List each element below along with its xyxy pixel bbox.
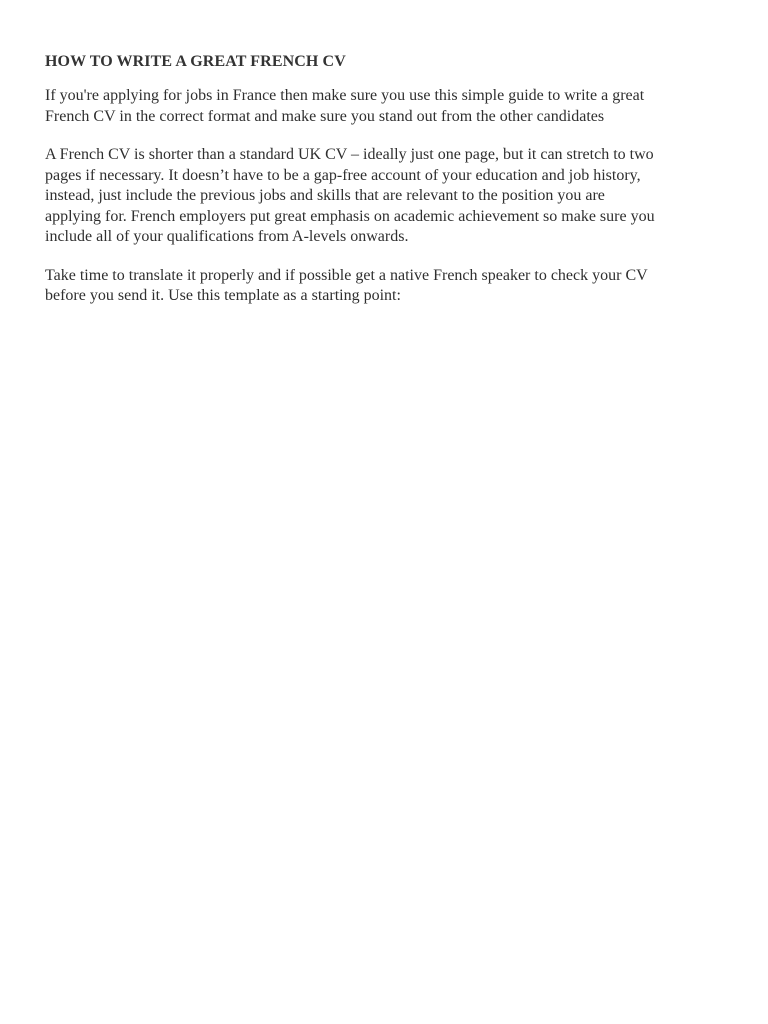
text-line: If you're applying for jobs in France then make sure you use this simple guide to write a great bbox=[45, 87, 645, 104]
intro-paragraph bbox=[45, 86, 735, 127]
document-body bbox=[45, 52, 735, 325]
text-line: include all of your qualifications from A-levels onwards. bbox=[45, 228, 409, 245]
translation-paragraph bbox=[45, 266, 735, 307]
document-title: HOW TO WRITE A GREAT FRENCH CV bbox=[45, 53, 346, 70]
text-line: pages if necessary. It doesn’t have to be a gap-free account of your education and job history, bbox=[45, 166, 641, 184]
text-line: before you send it. Use this template as a starting point: bbox=[45, 287, 401, 304]
text-line: Take time to translate it properly and if possible get a native French speaker to check your CV bbox=[45, 266, 648, 284]
format-paragraph bbox=[45, 145, 735, 248]
text-line: A French CV is shorter than a standard UK CV – ideally just one page, but it can stretch to two bbox=[45, 146, 654, 163]
text-line: French CV in the correct format and make sure you stand out from the other candidates bbox=[45, 107, 605, 125]
text-line: instead, just include the previous jobs and skills that are relevant to the position you are bbox=[45, 187, 605, 204]
text-line: applying for. French employers put great emphasis on academic achievement so make sure you bbox=[45, 207, 655, 225]
